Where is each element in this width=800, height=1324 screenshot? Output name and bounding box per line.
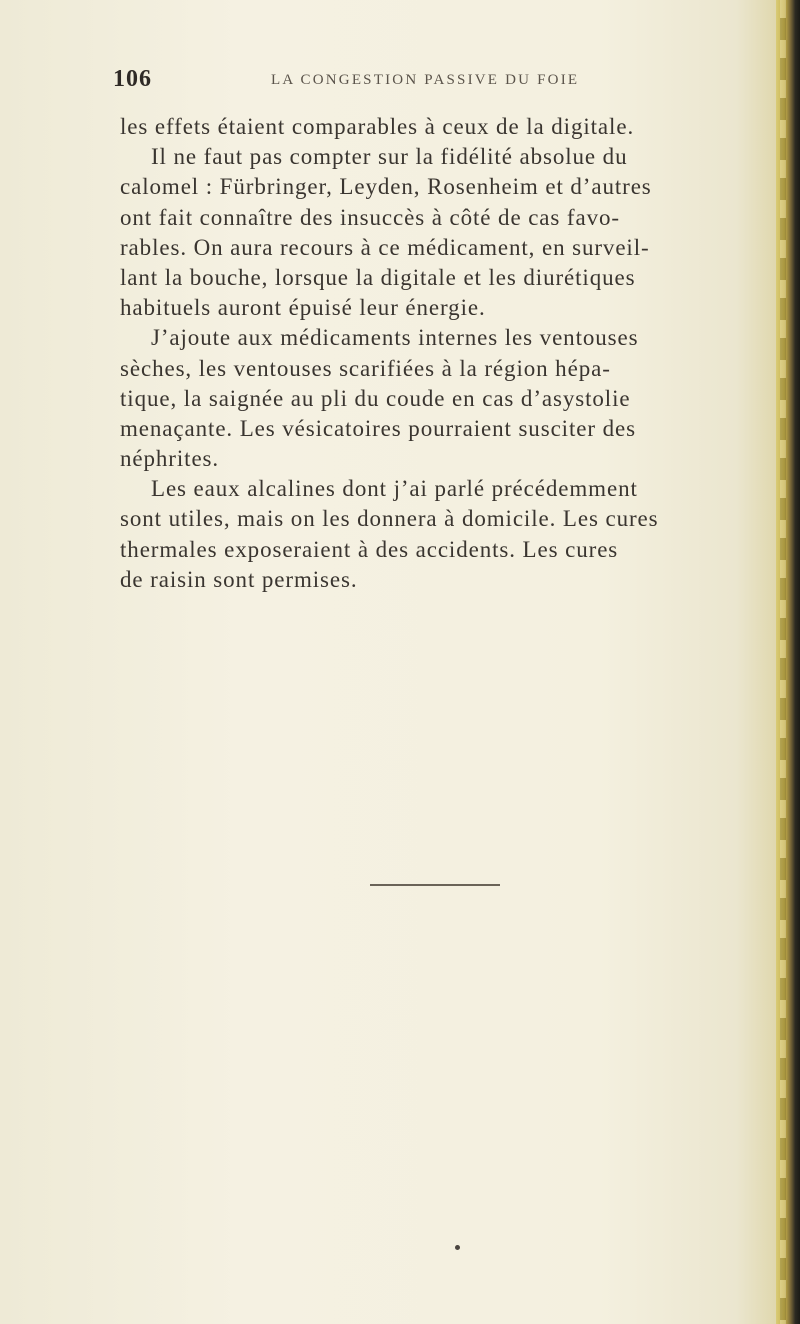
text-line: habituels auront épuisé leur énergie. bbox=[120, 295, 486, 321]
section-end-rule bbox=[370, 884, 500, 886]
text-line: thermales exposeraient à des accidents. Les cures bbox=[120, 536, 619, 562]
text-line: Il ne faut pas compter sur la fidélité absolue du bbox=[151, 144, 628, 170]
text-line: les effets étaient comparables à ceux de la digitale. bbox=[120, 114, 635, 139]
paper-speck bbox=[455, 1245, 460, 1250]
text-line: lant la bouche, lorsque la digitale et les diurétiques bbox=[120, 264, 636, 290]
running-head bbox=[113, 66, 753, 94]
text-line: calomel : Fürbringer, Leyden, Rosenheim et d’autres bbox=[120, 174, 652, 200]
text-line: sèches, les ventouses scarifiées à la région hépa- bbox=[120, 355, 611, 381]
page-number: 106 bbox=[113, 66, 152, 92]
text-line: rables. On aura recours à ce médicament, en surveil- bbox=[120, 234, 650, 260]
text-line: Les eaux alcalines dont j’ai parlé précédemment bbox=[151, 476, 638, 502]
text-line: ont fait connaître des insuccès à côté de cas favo- bbox=[120, 204, 620, 230]
body-text bbox=[120, 112, 752, 595]
text-line: néphrites. bbox=[120, 446, 220, 472]
text-line: menaçante. Les vésicatoires pourraient susciter des bbox=[120, 415, 636, 441]
running-title: LA CONGESTION PASSIVE DU FOIE bbox=[271, 72, 580, 88]
text-line: de raisin sont permises. bbox=[120, 566, 358, 592]
text-line: sont utiles, mais on les donnera à domicile. Les cures bbox=[120, 506, 659, 532]
page-binding-edge bbox=[776, 0, 800, 1324]
text-line: J’ajoute aux médicaments internes les ventouses bbox=[151, 325, 639, 351]
text-line: tique, la saignée au pli du coude en cas d’asystolie bbox=[120, 385, 631, 411]
